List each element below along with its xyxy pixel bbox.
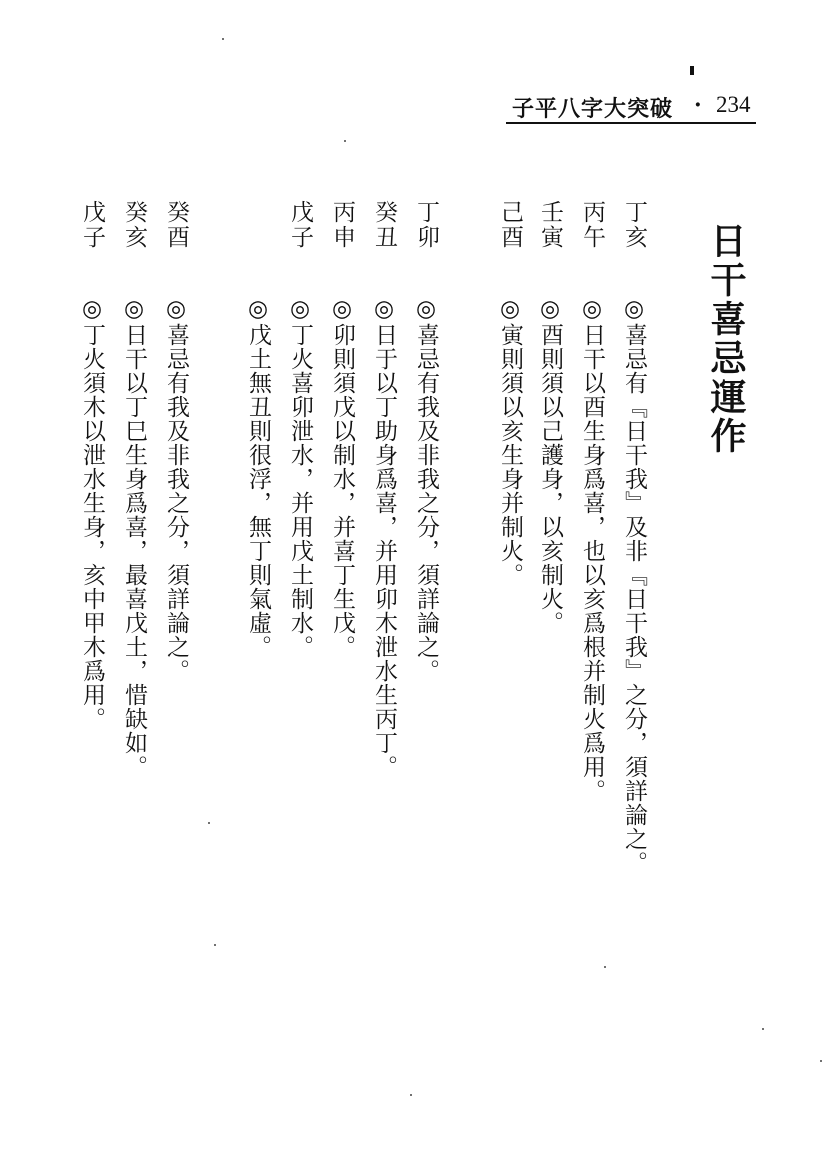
- entry-label-10: 癸酉: [163, 200, 189, 250]
- entry-text-2: ◎日干以酉生身爲喜，也以亥爲根并制火爲用。: [579, 296, 605, 803]
- entry-label-1: 丁亥: [621, 200, 647, 250]
- entry-text-11: ◎日干以丁巳生身爲喜，最喜戊土，惜缺如。: [121, 296, 147, 779]
- entry-text-5: ◎喜忌有我及非我之分，須詳論之。: [413, 296, 439, 683]
- entry-text-8: ◎丁火喜卯泄水，并用戊土制水。: [287, 296, 313, 659]
- scan-speck: [214, 944, 216, 946]
- scan-speck: [410, 1094, 412, 1096]
- entry-label-5: 丁卯: [413, 200, 439, 250]
- page-number: 234: [716, 92, 751, 117]
- entry-text-1: ◎喜忌有『日干我』及非『日干我』之分，須詳論之。: [621, 296, 647, 875]
- section-title: 日干喜忌運作: [705, 222, 746, 456]
- entry-text-10: ◎喜忌有我及非我之分，須詳論之。: [163, 296, 189, 683]
- entry-label-4: 己酉: [497, 200, 523, 250]
- header-underline: [506, 122, 756, 124]
- entry-label-7: 丙申: [329, 200, 355, 250]
- entry-text-3: ◎酉則須以己護身，以亥制火。: [537, 296, 563, 635]
- entry-label-12: 戊子: [79, 200, 105, 250]
- scan-speck: [762, 1028, 764, 1030]
- entry-text-6: ◎日于以丁助身爲喜，并用卯木泄水生丙丁。: [371, 296, 397, 779]
- book-title: 子平八字大突破: [512, 97, 674, 122]
- entry-text-4: ◎寅則須以亥生身并制火。: [497, 296, 523, 587]
- entry-label-11: 癸亥: [121, 200, 147, 250]
- entry-label-8: 戊子: [287, 200, 313, 250]
- entry-text-12: ◎丁火須木以泄水生身，亥中甲木爲用。: [79, 296, 105, 731]
- scan-speck: [208, 822, 210, 824]
- entry-label-3: 壬寅: [537, 200, 563, 250]
- entry-label-2: 丙午: [579, 200, 605, 250]
- scan-speck: [222, 38, 224, 40]
- entry-text-7: ◎卯則須戊以制水，并喜丁生戊。: [329, 296, 355, 659]
- page-header: [506, 92, 766, 126]
- scan-speck: [344, 140, 346, 142]
- entry-text-9: ◎戊土無丑則很浮，無丁則氣虛。: [245, 296, 271, 659]
- ink-mark: [690, 66, 694, 75]
- scan-speck: [604, 966, 606, 968]
- header-separator: ·: [694, 92, 702, 118]
- scan-speck: [820, 1060, 822, 1062]
- entry-label-6: 癸丑: [371, 200, 397, 250]
